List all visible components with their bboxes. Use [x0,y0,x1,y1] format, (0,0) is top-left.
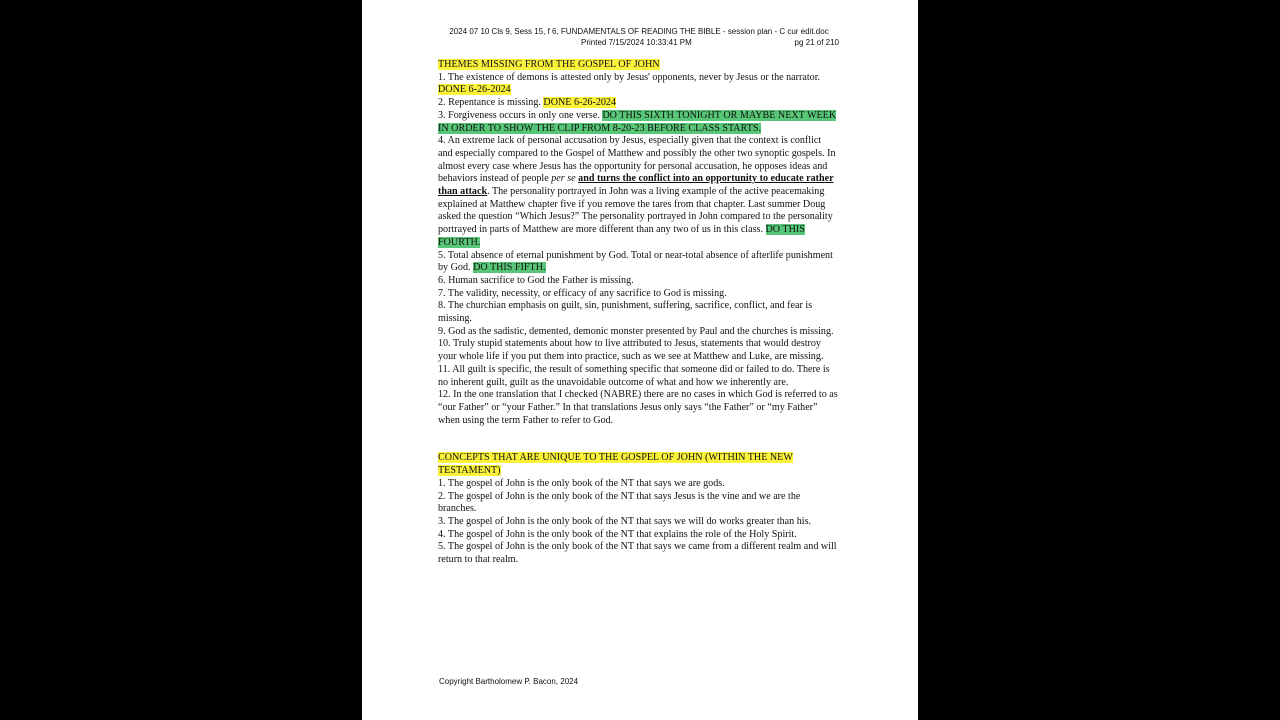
theme-item-9: 9. God as the sadistic, demented, demonic monster presented by Paul and the churches is missing. [438,325,834,337]
done-note: DONE 6-26-2024 [438,84,511,96]
theme-item-6: 6. Human sacrifice to God the Father is missing. [438,274,634,286]
document-body [438,59,838,567]
done-note: DONE 6-26-2024 [543,97,617,109]
theme-item-11: 11. All guilt is specific, the result of something specific that someone did or failed to do. There is no inherent guilt, guilt as the unavoidable outcome of what and how we inherently are. [438,363,830,388]
concept-item-1: 1. The gospel of John is the only book of the NT that says we are gods. [438,477,725,489]
concept-item-4: 4. The gospel of John is the only book of the NT that explains the role of the Holy Spirit. [438,528,797,540]
todo-note: DO THIS FOURTH. [438,224,805,248]
header-filename: 2024 07 10 Cls 9, Sess 15, f 6, FUNDAMENTALS OF READING THE BIBLE - session plan - C cur edit.doc [449,27,829,36]
theme-item-4: 4. An extreme lack of personal accusation by Jesus, especially given that the context is conflict and especially compared to the Gospel of Matthew and possibly the other two synoptic gospels. In almost every case where Jesus has the opportunity for personal accusation, he opposes ideas and behaviors instead of people per se and turns the conflict into an opportunity to educate rather than attack. The personality portrayed in John was a living example of the active peacemaking explained at Matthew chapter five if you remove the tares from that chapter. Last summer Doug asked the question “Which Jesus?” The personality portrayed in John compared to the personality portrayed in parts of Matthew are more different than any two of us in this class. DO THIS FOURTH. [438,135,836,248]
theme-item-1: 1. The existence of demons is attested only by Jesus' opponents, never by Jesus or the narrator. DONE 6-26-2024 [438,71,821,96]
page-header [439,26,839,48]
theme-item-10: 10. Truly stupid statements about how to live attributed to Jesus, statements that would destroy your whole life if you put them into practice, such as we see at Matthew and Luke, are missing. [438,338,824,363]
theme-item-3: 3. Forgiveness occurs in only one verse. DO THIS SIXTH TONIGHT OR MAYBE NEXT WEEK IN ORDER TO SHOW THE CLIP FROM 8-20-23 BEFORE CLASS STARTS. [438,109,837,134]
header-page-number: pg 21 of 210 [794,38,839,47]
header-printed-date: Printed 7/15/2024 10:33:41 PM [581,38,692,47]
concepts-heading: CONCEPTS THAT ARE UNIQUE TO THE GOSPEL OF JOHN (WITHIN THE NEW TESTAMENT) [438,452,793,477]
document-page [362,0,918,720]
concept-item-5: 5. The gospel of John is the only book of the NT that says we came from a different realm and will return to that realm. [438,541,837,566]
todo-note: DO THIS SIXTH TONIGHT OR MAYBE NEXT WEEK IN ORDER TO SHOW THE CLIP FROM 8-20-23 BEFORE CLASS STARTS. [438,109,837,134]
theme-item-7: 7. The validity, necessity, or efficacy of any sacrifice to God is missing. [438,287,727,299]
theme-item-5: 5. Total absence of eternal punishment by God. Total or near-total absence of afterlife punishment by God. DO THIS FIFTH. [438,249,833,274]
theme-item-8: 8. The churchian emphasis on guilt, sin, punishment, suffering, sacrifice, conflict, and fear is missing. [438,300,813,325]
todo-note: DO THIS FIFTH. [473,262,546,274]
copyright-footer: Copyright Bartholomew P. Bacon, 2024 [439,677,579,686]
theme-item-2: 2. Repentance is missing. DONE 6-26-2024 [438,97,617,109]
themes-heading: THEMES MISSING FROM THE GOSPEL OF JOHN [438,59,660,70]
concept-item-3: 3. The gospel of John is the only book of the NT that says we will do works greater than his. [438,515,812,527]
concept-item-2: 2. The gospel of John is the only book of the NT that says Jesus is the vine and we are the branches. [438,490,801,515]
theme-item-12: 12. In the one translation that I checked (NABRE) there are no cases in which God is referred to as “our Father” or “your Father.” In that translations Jesus only says “the Father” or “my Father” when using the term Father to refer to God. [438,389,838,426]
